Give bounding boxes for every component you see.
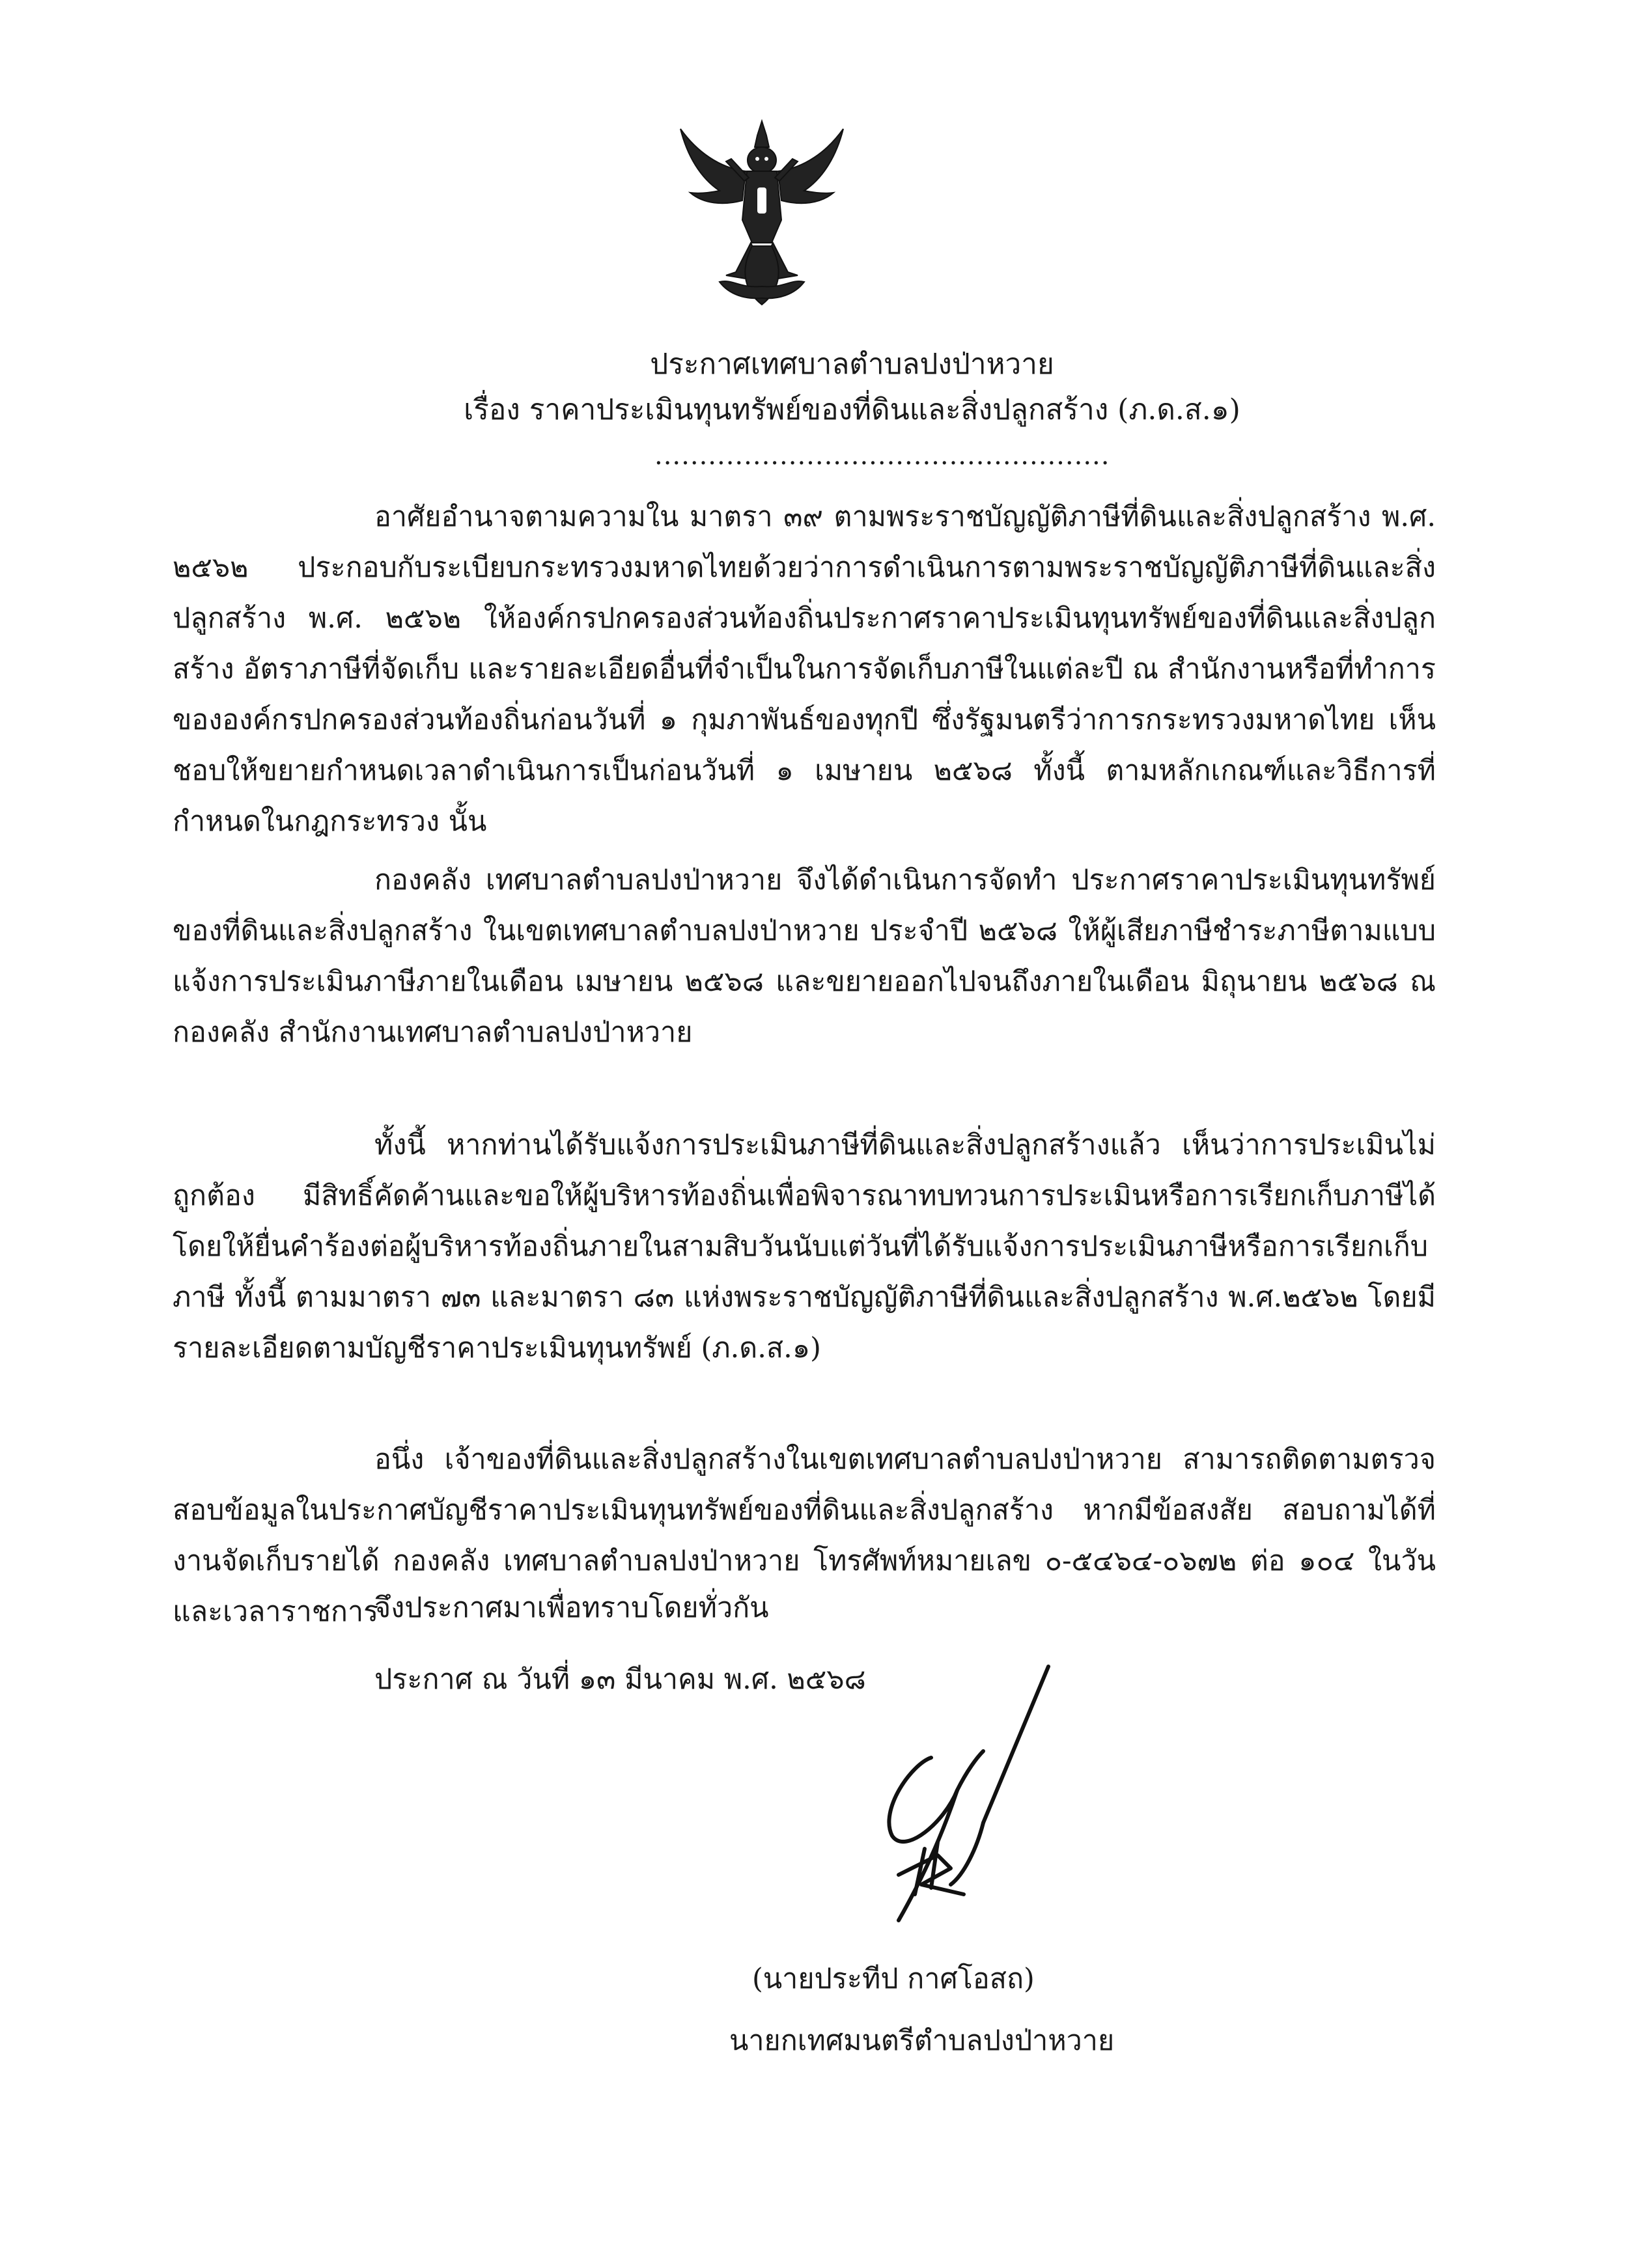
announcement-date: ประกาศ ณ วันที่ ๑๓ มีนาคม พ.ศ. ๒๕๖๘ <box>374 1663 866 1696</box>
body-paragraph: อนึ่ง เจ้าของที่ดินและสิ่งปลูกสร้างในเขตเทศบาลตำบลปงป่าหวาย สามารถติดตามตรวจสอบข้อมูลในประกาศบัญชีราคาประเมินทุนทรัพย์ของที่ดินและสิ่งปลูกสร้าง หากมีข้อสงสัย สอบถามได้ที่ งานจัดเก็บรายได้ กองคลัง เทศบาลตำบลปงป่าหวาย โทรศัพท์หมายเลข ๐-๕๔๖๔-๐๖๗๒ ต่อ ๑๐๔ ในวันและเวลาราชการ <box>173 1443 1436 1628</box>
garuda-emblem-icon <box>674 116 850 311</box>
separator-dots: ................................................... <box>654 441 1110 471</box>
closing-statement: จึงประกาศมาเพื่อทราบโดยทั่วกัน <box>374 1592 769 1624</box>
signatory-title: นายกเทศมนตรีตำบลปงป่าหวาย <box>729 2025 1115 2057</box>
body-paragraph: ทั้งนี้ หากท่านได้รับแจ้งการประเมินภาษีที่ดินและสิ่งปลูกสร้างแล้ว เห็นว่าการประเมินไม่ถูกต้อง มีสิทธิ์คัดค้านและขอให้ผู้บริหารท้องถิ่นเพื่อพิจารณาทบทวนการประเมินหรือการเรียกเก็บภาษีได้ โดยให้ยื่นคำร้องต่อผู้บริหารท้องถิ่นภายในสามสิบวันนับแต่วันที่ได้รับแจ้งการประเมินภาษีหรือการเรียกเก็บภาษี ทั้งนี้ ตามมาตรา ๗๓ และมาตรา ๘๓ แห่งพระราชบัญญัติภาษีที่ดินและสิ่งปลูกสร้าง พ.ศ.๒๕๖๒ โดยมีรายละเอียดตามบัญชีราคาประเมินทุนทรัพย์ (ภ.ด.ส.๑) <box>173 1129 1436 1364</box>
body-paragraph: อาศัยอำนาจตามความใน มาตรา ๓๙ ตามพระราชบัญญัติภาษีที่ดินและสิ่งปลูกสร้าง พ.ศ. ๒๕๖๒ ประกอบกับระเบียบกระทรวงมหาดไทยด้วยว่าการดำเนินการตามพระราชบัญญัติภาษีที่ดินและสิ่งปลูกสร้าง พ.ศ. ๒๕๖๒ ให้องค์กรปกครองส่วนท้องถิ่นประกาศราคาประเมินทุนทรัพย์ของที่ดินและสิ่งปลูกสร้าง อัตราภาษีที่จัดเก็บ และรายละเอียดอื่นที่จำเป็นในการจัดเก็บภาษีในแต่ละปี ณ สำนักงานหรือที่ทำการขององค์กรปกครองส่วนท้องถิ่นก่อนวันที่ ๑ กุมภาพันธ์ของทุกปี ซึ่งรัฐมนตรีว่าการกระทรวงมหาดไทย เห็นชอบให้ขยายกำหนดเวลาดำเนินการเป็นก่อนวันที่ ๑ เมษายน ๒๕๖๘ ทั้งนี้ ตามหลักเกณฑ์และวิธีการที่กำหนดในกฎกระทรวง นั้น <box>173 501 1436 838</box>
announcement-subject: เรื่อง ราคาประเมินทุนทรัพย์ของที่ดินและสิ่งปลูกสร้าง (ภ.ด.ส.๑) <box>464 393 1240 426</box>
signatory-name: (นายประทีป กาศโอสถ) <box>752 1963 1035 1995</box>
body-paragraph: กองคลัง เทศบาลตำบลปงป่าหวาย จึงได้ดำเนินการจัดทำ ประกาศราคาประเมินทุนทรัพย์ของที่ดินและสิ่งปลูกสร้าง ในเขตเทศบาลตำบลปงป่าหวาย ประจำปี ๒๕๖๘ ให้ผู้เสียภาษีชำระภาษีตามแบบแจ้งการประเมินภาษีภายในเดือน เมษายน ๒๕๖๘ และขยายออกไปจนถึงภายในเดือน มิถุนายน ๒๕๖๘ ณ กองคลัง สำนักงานเทศบาลตำบลปงป่าหวาย <box>173 864 1436 1049</box>
handwritten-signature-icon <box>853 1660 1061 1940</box>
announcement-title: ประกาศเทศบาลตำบลปงป่าหวาย <box>650 348 1054 381</box>
